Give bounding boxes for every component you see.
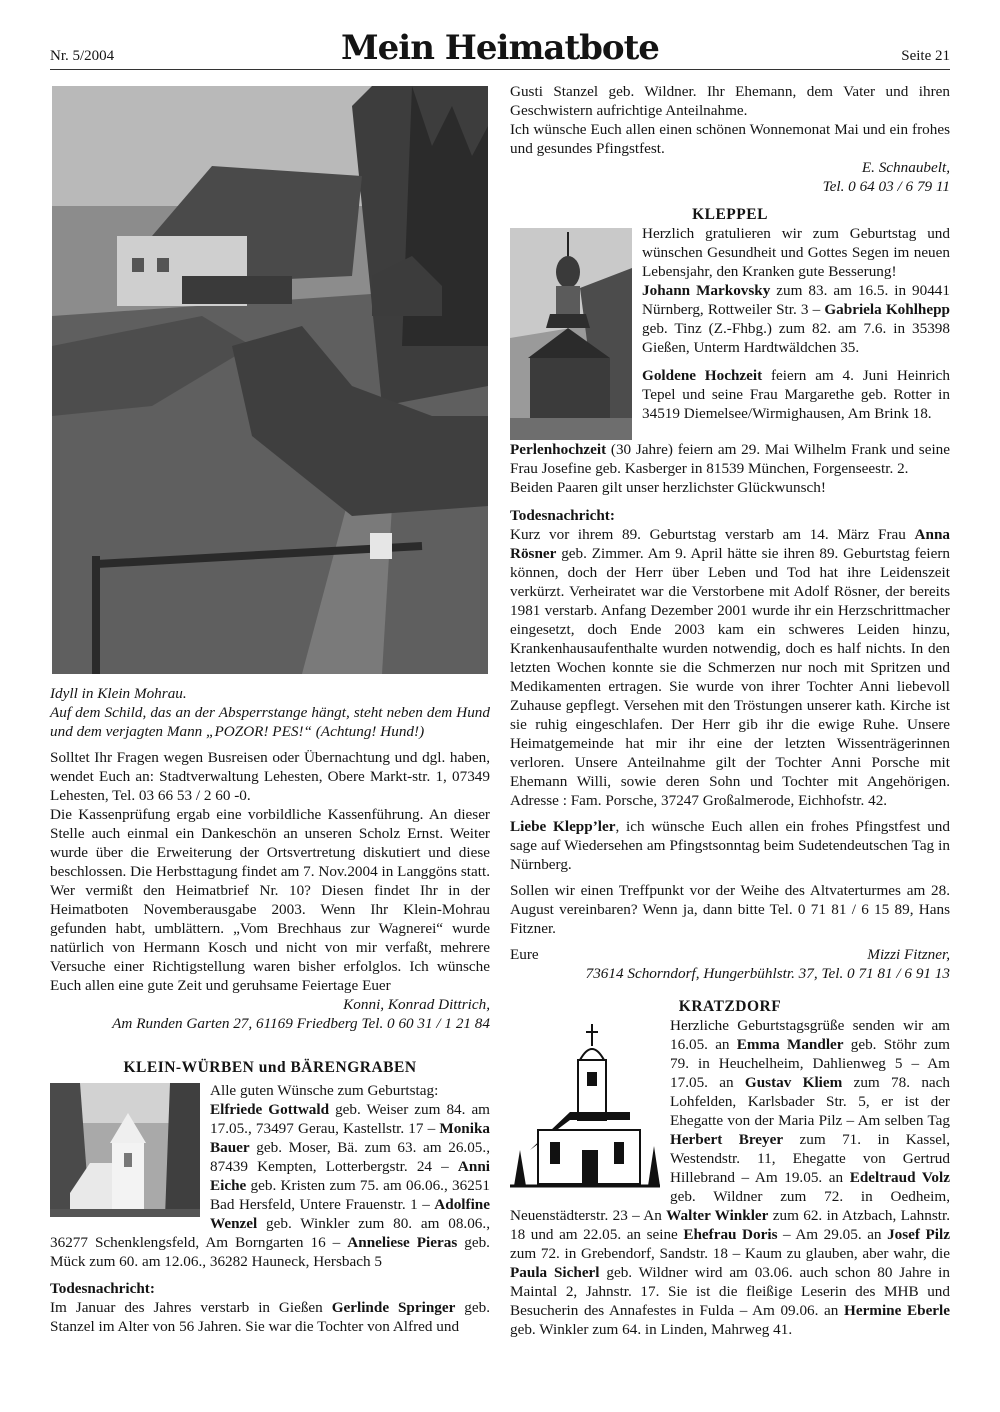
- section-title-kleppel: KLEPPEL: [692, 206, 768, 223]
- pentecost-greeting: [510, 817, 950, 874]
- wishes-text: Ich wünsche Euch allen einen schönen Wonnemonat Mai und ein frohes und gesundes Pfingstfest.: [510, 121, 950, 157]
- masthead-logo: Mein Heimatbote: [341, 28, 659, 68]
- page-number: Seite 21: [901, 48, 950, 64]
- meeting-report: Die Kassenprüfung ergab eine vorbildliche Kassenführung. An dieser Stelle auch einmal ein Dankeschön an unseren Scholz Ernst. Weiter wurde über die Erweiterung der Ortsvertretung diskutiert und diese beschlossen. Die Herbsttagung findet am 7. Nov.2004 in Langgöns statt. Wer vermißt den Heimatbrief Nr. 10? Diesen findet Ihr in der Heimatboten Novemberausgabe 2003. Wenn Ihr Klein-Mohrau gefunden habt, umblättern. „Vom Brechhaus zur Wagnerei“ wurde natürlich von Hermann Kosch und nicht von mir verfaßt, mehrere Versuche einer Richtigstellung waren bisher erfolglos. Ich wünsche Euch allen eine gute Zeit und geruhsame Feiertage Euer: [50, 806, 490, 994]
- text: geb. Kristen zum 75. am 06.06., 36251 Bad Hersfeld, Untere Frauenstr. 1 –: [210, 1177, 490, 1213]
- signature-address: Am Runden Garten 27, 61169 Friedberg Tel. 0 60 31 / 1 21 84: [112, 1015, 490, 1032]
- text: zum 71. in Kassel, Westendstr. 11, Ehegatte von Gertrud Hillebrand – Am 19.05. an: [670, 1131, 950, 1186]
- text: (30 Jahre) feiern am 29. Mai Wilhelm Frank und seine Frau Josefine geb. Kasberger in 81539 München, Forgenseestr. 2.: [510, 441, 950, 477]
- name: Johann Markovsky: [642, 282, 771, 299]
- text: feiern am 4. Juni Heinrich Tepel und seine Frau Margarethe geb. Rotter in 34519 Diemelsee/Wirmighausen, Am Brink 18.: [642, 367, 951, 422]
- page-header: [0, 0, 1000, 70]
- text: geb. Wildner wird am 03.06. auch schon 80 Jahre in Maintal 2, Jahnstr. 17. Sie ist die fleißige Leserin des MHB und Besucherin des Annafestes in Fulda – Am 09.06. an: [510, 1264, 950, 1319]
- text: geb. Winkler zum 80. am 08.06., 36277 Schenklengsfeld, Am Borngarten 16 –: [50, 1215, 490, 1251]
- eure: Eure: [510, 946, 539, 963]
- name: Walter Winkler: [666, 1207, 769, 1224]
- name: Herbert Breyer: [670, 1131, 784, 1148]
- meeting-question: Sollen wir einen Treffpunkt vor der Weihe des Altvaterturmes am 28. August vereinbaren? Wenn ja, dann bitte Tel. 0 71 81 / 6 15 89, Hans Fitzner.: [510, 882, 950, 937]
- label: Liebe Klepp’ler: [510, 818, 616, 835]
- text: geb. Tinz (Z.-Fhbg.) zum 82. am 7.6. in 35398 Gießen, Unterm Hardtwäldchen 35.: [642, 320, 950, 356]
- caption-title: Idyll in Klein Mohrau.: [50, 685, 187, 702]
- continued-text: Gusti Stanzel geb. Wildner. Ihr Ehemann, dem Vater und ihren Geschwistern aufrichtige Anteilnahme.: [510, 83, 950, 119]
- closing-line: [510, 945, 950, 964]
- label: Goldene Hochzeit: [642, 367, 763, 384]
- text: zum 72. in Grebendorf, Sandstr. 18 – Kaum zu glauben, aber wahr, die: [510, 1245, 950, 1262]
- text: geb. Stöhr zum 79. in Heuchelheim, Dahlienweg 5 – Am 17.05. an: [670, 1036, 950, 1091]
- section-title-klein-wuerben: KLEIN-WÜRBEN und BÄRENGRABEN: [123, 1059, 417, 1076]
- name: Emma Mandler: [736, 1036, 844, 1053]
- caption-text: Auf dem Schild, das an der Absperrstange hängt, steht neben dem Hund und dem verjagten Mann „POZOR! PES!“ (Achtung! Hund!): [50, 704, 490, 740]
- name: Anneliese Pieras: [347, 1234, 458, 1251]
- name: Edeltraud Volz: [849, 1169, 950, 1186]
- text: geb. Zimmer. Am 9. April hätte sie ihren 89. Geburtstag feiern können, doch der Herr über Leben und Tod hat ihre Leidenszeit verkürzt. Verheiratet war die Verstorbene mit Adolf Rösner, der bereits 1981 verstarb. Anfang Dezember 2001 wurde ihr ein Herzschrittmacher eingesetzt, doch Ende 2003 kam ein schweres Leiden hinzu, Krankenhausaufenthalte wurden notwendig, doch es half nichts. In den letzten Wochen konnte sie die Schmerzen nur noch mit Spritzen und Medikamenten ertragen. Sie wurde von ihrer Tochter Anni liebevoll Zuhause gepflegt. Versehen mit den Tröstungen unserer kath. Kirche ist sie ruhig eingeschlafen. Der Herr gib ihr die ewige Ruhe. Unsere Heimatgemeinde hat mir ihr eine der letzten Wissenträgerinnen verloren. Unsere Anteilnahme gilt der Tochter Anni Porsche mit Ehemann Willi, sowie deren Sohn und Tochter mit Angehörigen. Adresse : Fam. Porsche, 37247 Großalmerode, Eichhofstr. 42.: [510, 545, 950, 809]
- death-notice-title: Todesnachricht:: [50, 1280, 155, 1297]
- both-couples: Beiden Paaren gilt unser herzlichster Glückwunsch!: [510, 479, 826, 496]
- name: Josef Pilz: [887, 1226, 950, 1243]
- text: geb. Moser, Bä. zum 63. am 26.05., 87439 Kempten, Lotterbergstr. 24 –: [210, 1139, 490, 1175]
- name: Elfriede Gottwald: [210, 1101, 330, 1118]
- name: Anna Rösner: [510, 526, 950, 562]
- kleppel-intro: Herzlich gratulieren wir zum Geburtstag und wünschen Gesundheit und Gottes Segen im neuen Lebensjahr, den Kranken gute Besserung!: [642, 225, 950, 280]
- text: zum 78. nach Lohfelden, Karlsbader Str. 5, er ist der Ehegatte von der Maria Pilz – Am selben Tag: [670, 1074, 951, 1129]
- signature-name: Konni, Konrad Dittrich,: [343, 996, 490, 1013]
- header-rule: [50, 69, 950, 70]
- name: Paula Sicherl: [510, 1264, 600, 1281]
- signature-tel: Tel. 0 64 03 / 6 79 11: [822, 178, 950, 195]
- text: zum 62. in Atzbach, Lahnstr. 18 und am 22.05. an seine: [510, 1207, 950, 1243]
- name: Gustav Kliem: [744, 1074, 843, 1091]
- text: geb. Wildner zum 72. in Oedheim, Neuenstädterstr. 23 – An: [510, 1188, 950, 1224]
- fitzner-address: 73614 Schorndorf, Hungerbühlstr. 37, Tel. 0 71 81 / 6 91 13: [585, 965, 950, 982]
- left-column: [50, 684, 490, 1033]
- text: – Am 29.05. an: [777, 1226, 888, 1243]
- church-drawing: [510, 1020, 660, 1196]
- birthday-intro: Alle guten Wünsche zum Geburtstag:: [210, 1082, 439, 1099]
- death-notice-title-right: Todesnachricht:: [510, 507, 615, 524]
- travel-info: Solltet Ihr Fragen wegen Busreisen oder Übernachtung und dgl. haben, wendet Euch an: Stadtverwaltung Lehesten, Obere Markt-str. 1, 07349 Lehesten, Tel. 03 66 53 / 2 60 -0.: [50, 749, 490, 804]
- right-column: [510, 82, 950, 1339]
- name: Monika Bauer: [210, 1120, 490, 1156]
- death-notice-roesner: [510, 525, 950, 810]
- text: geb. Mück zum 60. am 12.06., 36282 Hauneck, Hersbach 5: [50, 1234, 490, 1270]
- death-notice: [50, 1298, 490, 1336]
- signature-schnaubelt: E. Schnaubelt,: [861, 159, 950, 176]
- name: Adolfine Wenzel: [210, 1196, 490, 1232]
- text: Im Januar des Jahres verstarb in Gießen: [50, 1299, 332, 1316]
- section-title-kratzdorf: KRATZDORF: [678, 998, 782, 1015]
- pearl-wedding: [510, 440, 950, 478]
- name: Anni Eiche: [210, 1158, 490, 1194]
- chapel-photo: [510, 228, 632, 440]
- church-photo: [50, 1083, 200, 1217]
- label: Perlenhochzeit: [510, 441, 607, 458]
- house-photo: [52, 86, 488, 674]
- name: Gabriela Kohlhepp: [824, 301, 950, 318]
- name: Hermine Eberle: [844, 1302, 951, 1319]
- text: geb. Weiser zum 84. am 17.05., 73497 Gerau, Kastellstr. 17 –: [210, 1101, 490, 1137]
- text: geb. Winkler zum 64. in Linden, Mahrweg 41.: [510, 1321, 793, 1338]
- klein-wuerben-section: [50, 1058, 490, 1336]
- text: geb. Stanzel im Alter von 56 Jahren. Sie war die Tochter von Alfred und: [50, 1299, 490, 1335]
- name: Ehefrau Doris: [683, 1226, 778, 1243]
- text: , ich wünsche Euch allen ein frohes Pfingstfest und sage auf Wiedersehen am Pfingstsonntag beim Sudetendeutschen Tag in Nürnberg.: [510, 818, 950, 873]
- text: Herzliche Geburtstagsgrüße senden wir am 16.05. an: [670, 1017, 950, 1053]
- issue-number: Nr. 5/2004: [50, 48, 115, 64]
- name: Gerlinde Springer: [331, 1299, 456, 1316]
- text: Kurz vor ihrem 89. Geburtstag verstarb am 14. März Frau: [510, 526, 915, 543]
- text: zum 83. am 16.5. in 90441 Nürnberg, Rottweiler Str. 3 –: [642, 282, 950, 318]
- signature-fitzner: Mizzi Fitzner,: [867, 946, 950, 963]
